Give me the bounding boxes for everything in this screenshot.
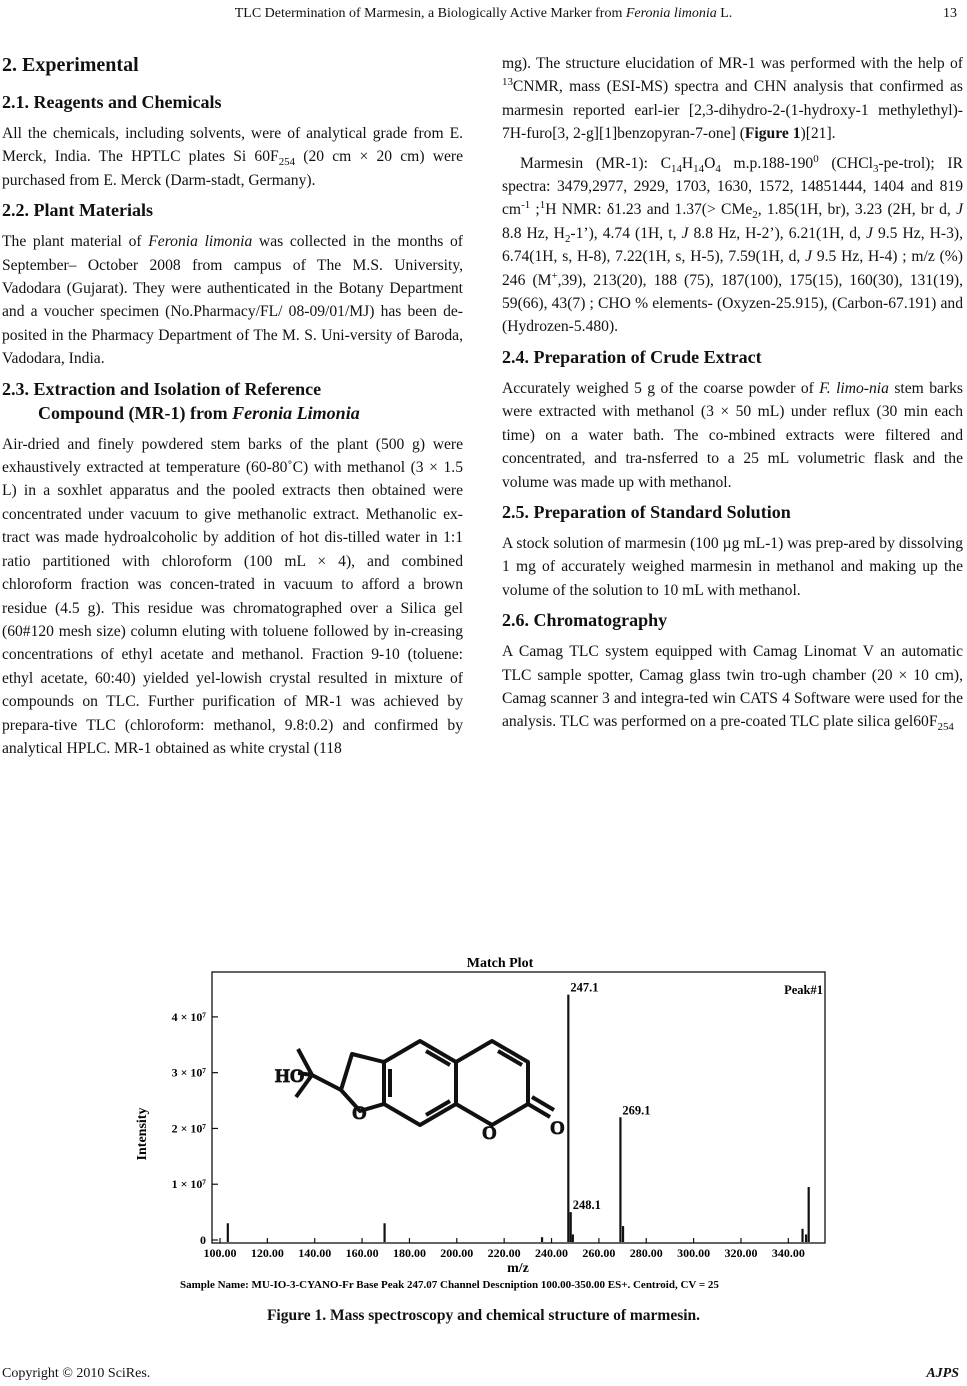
x-tick-label: 300.00 — [677, 1246, 711, 1260]
figure-caption: Figure 1. Mass spectroscopy and chemical structure of marmesin. — [266, 1307, 701, 1324]
subsection-2-3-title-line2: Compound (MR-1) from Feronia Limonia — [38, 402, 360, 423]
copyright: Copyright © 2010 SciRes. — [2, 1366, 151, 1381]
subsection-2-1-text: All the chemicals, including solvents, were of analytical grade from E. Merck, India. The HPTLC plates Si $60F_{254}$ (20 cm × 20 cm) were purchased from E. Merck (Darm-stadt, Germany). — [2, 125, 463, 189]
subsection-2-4-text: Accurately weighed 5 g of the coarse powder of F. limo-nia stem barks were extracted with methanol (3 × 50 mL) under reflux (30 min each time) on a water bath. The co-mbined extracts were filtered and concentrated, and tra-nsferred to a 25 mL volumetric flask and the volume was made up with methanol. — [502, 379, 963, 491]
y-tick-label: 2 × 10⁷ — [171, 1121, 206, 1136]
x-tick-label: 140.00 — [298, 1246, 332, 1260]
carbonyl-oxygen-label: O — [550, 1118, 565, 1139]
x-tick-label: 260.00 — [582, 1246, 616, 1260]
ring-oxygen-label: O — [352, 1103, 367, 1124]
page-number: 13 — [943, 6, 957, 21]
section-title: 2. Experimental — [2, 54, 139, 76]
subsection-2-2-title: 2.2. Plant Materials — [2, 200, 153, 221]
x-tick-label: 240.00 — [535, 1246, 569, 1260]
figure-1 — [130, 949, 830, 1294]
subsection-2-3-title-line1: 2.3. Extraction and Isolation of Reference — [2, 378, 322, 399]
x-tick-label: 120.00 — [250, 1246, 284, 1260]
peak-label: 269.1 — [622, 1103, 651, 1118]
x-tick-label: 220.00 — [487, 1246, 521, 1260]
subsection-2-5-text: A stock solution of marmesin (100 µg mL-1) was prep-ared by dissolving 1 mg of accurately weighed marmesin in methanol and making up the volume of the solution to 10 mL with methanol. — [502, 534, 963, 599]
subsection-2-4-title: 2.4. Preparation of Crude Extract — [502, 346, 762, 367]
marmesin-data-paragraph: Marmesin (MR-1): $C_{14}H_{14}O_4$ $m.p.188-190^0$ (CHCl$_3$-pe-trol); IR spectra: 3479,2977, 2929, 1703, 1630, 1572, 14851444, 1404 and 819 $cm^{-1}$ ;$^1$H NMR: δ1.23 and 1.37(> CMe$_2$, 1.85(1H, br), 3.23 (2H, br d, J 8.8 Hz, $H_2-1$’), 4.74 (1H, t, J 8.8 Hz, H-2’), 6.21(1H, d, J 9.5 Hz, H-3), 6.74(1H, s, H-8), 7.22(1H, s, H-5), 7.59(1H, d, J 9.5 Hz, H-4) ; m/z (%) 246 (M+,39), 213(20), 188 (75), 187(100), 175(15), 160(30), 131(19), 59(66), 43(7) ; CHO % elements- (Oxyzen-25.915), (Carbon-67.191) and (Hydrozen-5.480). — [502, 152, 963, 336]
y-tick-label: 4 × 10⁷ — [171, 1009, 206, 1024]
subsection-2-1-title: 2.1. Reagents and Chemicals — [2, 92, 222, 112]
y-axis-label: Intensity — [135, 1107, 150, 1161]
peak-corner-label: Peak#1 — [784, 983, 823, 997]
running-header — [0, 6, 967, 26]
hydroxyl-label: HO — [275, 1066, 305, 1087]
running-title: TLC Determination of Marmesin, a Biologically Active Marker from Feronia limonia L. — [234, 6, 733, 21]
x-tick-label: 100.00 — [203, 1246, 237, 1260]
chart-title: Match Plot — [466, 956, 534, 971]
subsection-2-6-title: 2.6. Chromatography — [502, 610, 668, 631]
x-tick-label: 160.00 — [345, 1246, 379, 1260]
right-column — [502, 52, 963, 740]
x-axis-label: m/z — [507, 1261, 529, 1276]
journal-abbreviation: AJPS — [926, 1366, 959, 1381]
x-tick-label: 280.00 — [629, 1246, 663, 1260]
left-column — [2, 52, 463, 766]
peak-label: 247.1 — [570, 980, 599, 995]
structure-elucidation-paragraph: mg). The structure elucidation of MR-1 was performed with the help of $^{13}$CNMR, mass (ESI-MS) spectra and CHN analysis that confirmed as marmesin reported earl-ier [2,3-dihydro-2-(1-hydroxy-1 methylethyl)- 7H-furo[3, 2-g][1]benzopyran-7-one] (Figure 1)[21]. — [502, 55, 963, 143]
page-footer — [2, 1366, 959, 1382]
lactone-oxygen-label: O — [482, 1123, 497, 1144]
y-tick-label: 1 × 10⁷ — [171, 1177, 206, 1192]
peak-label: 248.1 — [572, 1198, 601, 1213]
subsection-2-3-title — [2, 377, 463, 425]
x-tick-label: 200.00 — [440, 1246, 474, 1260]
mass-spectrum-chart — [130, 949, 830, 1294]
subsection-2-5-title: 2.5. Preparation of Standard Solution — [502, 501, 791, 522]
subsection-2-2-text: The plant material of Feronia limonia was collected in the months of September– October 2008 from campus of The M.S. University, Vadodara (Gujarat). They were authenticated in the Botany Department and a voucher specimen (No.Pharmacy/FL/ 08-09/01/MJ) has been de-posited in the Pharmacy Department of The M. S. Uni-versity of Baroda, Vadodara, India. — [2, 233, 463, 368]
spectrum-footer: Sample Name: MU-IO-3-CYANO-Fr Base Peak 247.07 Channel Descniption 100.00-350.00 ES+. Centroid, CV = 25 — [180, 1279, 719, 1291]
subsection-2-3-text: Air-dried and finely powdered stem barks of the plant (500 g) were exhaustively extracted at temperature (60-80˚C) with methanol (3 × 1.5 L) in a soxhlet apparatus and the pooled extracts then obtained were concentrated under vacuum to give methanolic extract. Methanolic ex-tract was made hydroalcoholic by addition of hot dis-tilled water in 1:1 ratio partitioned with chloroform (100 mL × 4), and combined chloroform fraction was concen-trated in vacuum to afford a brown residue (4.5 g). This residue was chromatographed over a Silica gel (60#120 mesh size) column eluting with toluene followed by in-creasing concentrations of ethyl acetate and methanol. Fraction 9-10 (toluene: ethyl acetate, 60:40) yielded yel-lowish crystal resulted in mixture of compounds on TLC. Further purification of MR-1 was achieved by prepara-tive TLC (chloroform: methanol, 9.8:0.2) and confirmed by analytical HPLC. MR-1 obtained as white crystal (118 — [2, 435, 463, 757]
x-tick-label: 320.00 — [724, 1246, 758, 1260]
x-tick-label: 180.00 — [392, 1246, 426, 1260]
y-tick-label: 3 × 10⁷ — [171, 1065, 206, 1080]
y-tick-label: 0 — [200, 1233, 206, 1247]
subsection-2-6-text: A Camag TLC system equipped with Camag Linomat V an automatic TLC sample spotter, Camag glass twin tro-ugh chamber (20 × 10 cm), Camag scanner 3 and integra-ted win CATS 4 Software were used for the analysis. TLC was performed on a pre-coated TLC plate silica $gel60F_{254}$ — [502, 643, 963, 734]
x-tick-label: 340.00 — [771, 1246, 805, 1260]
